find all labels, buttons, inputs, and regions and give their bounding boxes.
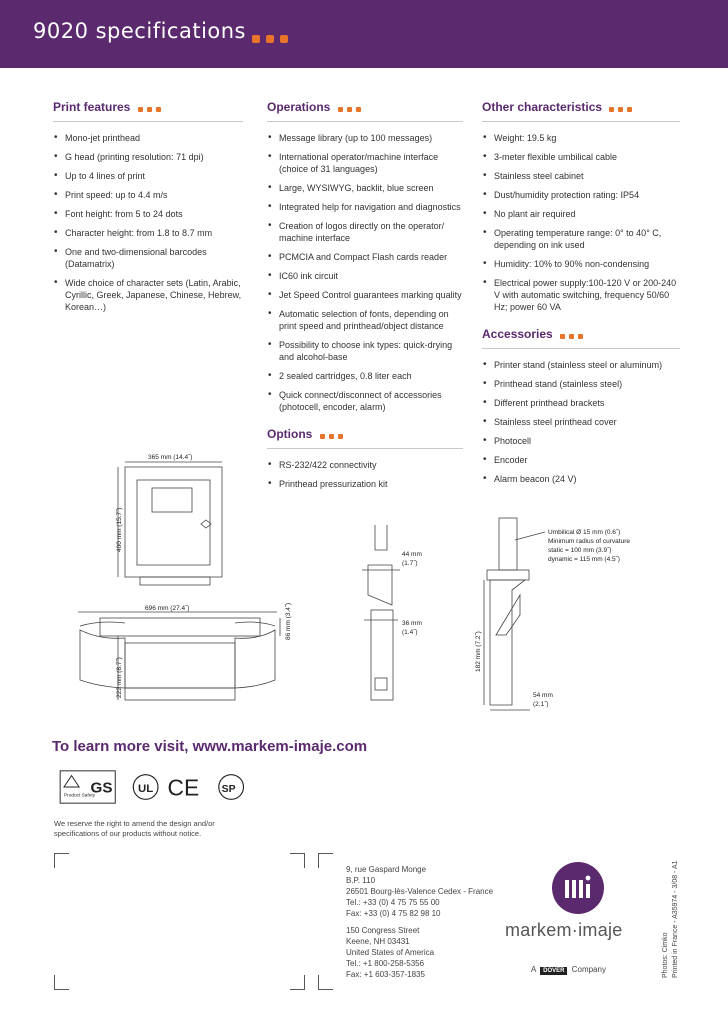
website-link[interactable]: To learn more visit, www.markem-imaje.com bbox=[52, 738, 368, 755]
address-line: Fax: +33 (0) 4 75 82 98 10 bbox=[346, 909, 441, 918]
list-item: • Font height: from 5 to 24 dots bbox=[53, 208, 243, 220]
other-characteristics-title: Other characteristics bbox=[482, 100, 680, 122]
svg-text:UL: UL bbox=[138, 782, 154, 795]
dim-width: 365 mm (14.4˝) bbox=[148, 454, 193, 461]
brand-wordmark: markem·imaje bbox=[505, 920, 623, 940]
list-item: • Print speed: up to 4.4 m/s bbox=[53, 189, 243, 201]
list-item: • Quick connect/disconnect of accessories (photocell, encoder, alarm) bbox=[267, 389, 463, 413]
operations-section bbox=[267, 100, 463, 497]
dim-head-depth-in: (2.1˝) bbox=[533, 701, 549, 708]
address-line: 26501 Bourg-lès-Valence Cedex - France bbox=[346, 887, 494, 896]
umbilical-note-2: Minimum radius of curvature bbox=[548, 538, 630, 545]
list-item: • RS-232/422 connectivity bbox=[267, 459, 463, 471]
crop-mark-bl bbox=[54, 975, 69, 990]
technical-drawings bbox=[0, 440, 728, 730]
list-item: • Integrated help for navigation and diagnostics bbox=[267, 201, 463, 213]
list-item: • PCMCIA and Compact Flash cards reader bbox=[267, 251, 463, 263]
address-line: United States of America bbox=[346, 948, 435, 957]
other-characteristics-list bbox=[482, 132, 680, 313]
dim-head-width-in: (1.7˝) bbox=[402, 560, 418, 567]
certification-logos bbox=[52, 768, 302, 806]
list-item: • Stainless steel printhead cover bbox=[482, 416, 680, 428]
legal-notice: We reserve the right to amend the design and/or specifications of our products without notice. bbox=[54, 819, 215, 838]
umbilical-note-3: static = 100 mm (3.9˝) bbox=[548, 547, 612, 554]
dim-height: 400 mm (15.7˝) bbox=[116, 507, 123, 552]
page-title: 9020 specifications bbox=[33, 19, 246, 43]
markem-imaje-logo-icon bbox=[552, 862, 604, 914]
list-item: • G head (printing resolution: 71 dpi) bbox=[53, 151, 243, 163]
dim-head-depth: 54 mm bbox=[533, 692, 553, 699]
cabinet-side-drawing bbox=[80, 630, 275, 700]
list-item: • Printer stand (stainless steel or aluminum) bbox=[482, 359, 680, 371]
address-line: Tel.: +1 800-258-5356 bbox=[346, 959, 425, 968]
options-title: Options bbox=[267, 427, 463, 449]
list-item: • Printhead pressurization kit bbox=[267, 478, 463, 490]
address-line: Keene, NH 03431 bbox=[346, 937, 410, 946]
dover-company-line: A DOVER Company bbox=[531, 965, 606, 974]
print-info: Printed in France - A35974 - 3/08 - A1 bbox=[672, 860, 679, 978]
list-item: • Up to 4 lines of print bbox=[53, 170, 243, 182]
ce-icon bbox=[168, 775, 200, 801]
csa-icon bbox=[219, 775, 244, 800]
address-line: 9, rue Gaspard Monge bbox=[346, 865, 427, 874]
dim-top-width: 696 mm (27.4˝) bbox=[145, 605, 190, 612]
umbilical-note-4: dynamic = 115 mm (4.5˝) bbox=[548, 556, 620, 563]
other-characteristics-section bbox=[482, 100, 680, 492]
address-usa bbox=[346, 925, 434, 980]
cabinet-front-drawing bbox=[118, 462, 222, 585]
list-item: • Possibility to choose ink types: quick-drying and alcohol-base bbox=[267, 339, 463, 363]
list-item: • Alarm beacon (24 V) bbox=[482, 473, 680, 485]
print-features-list bbox=[53, 132, 243, 313]
list-item: • Mono-jet printhead bbox=[53, 132, 243, 144]
address-line: Tel.: +33 (0) 4 75 75 55 00 bbox=[346, 898, 440, 907]
divider-mark-bottom bbox=[318, 975, 333, 990]
list-item: • Encoder bbox=[482, 454, 680, 466]
print-features-section bbox=[53, 100, 243, 320]
crop-mark-br bbox=[290, 975, 305, 990]
address-line: Fax: +1 603-357-1835 bbox=[346, 970, 425, 979]
list-item: • IC60 ink circuit bbox=[267, 270, 463, 282]
ul-icon bbox=[133, 775, 158, 800]
crop-mark-tl bbox=[54, 853, 69, 868]
photo-credits: Photos: Cimko bbox=[662, 932, 669, 978]
dim-top-depth: 86 mm (3.4˝) bbox=[285, 602, 292, 640]
dim-head-inner-in: (1.4˝) bbox=[402, 629, 418, 636]
list-item: • Large, WYSIWYG, backlit, blue screen bbox=[267, 182, 463, 194]
dim-head-width: 44 mm bbox=[402, 551, 422, 558]
cabinet-top-drawing bbox=[78, 612, 280, 636]
crop-mark-tr bbox=[290, 853, 305, 868]
list-item: • Character height: from 1.8 to 8.7 mm bbox=[53, 227, 243, 239]
header-dots-icon bbox=[246, 30, 288, 48]
list-item: • Jet Speed Control guarantees marking quality bbox=[267, 289, 463, 301]
svg-text:SP: SP bbox=[221, 783, 236, 795]
operations-title: Operations bbox=[267, 100, 463, 122]
list-item: • Weight: 19.5 kg bbox=[482, 132, 680, 144]
list-item: • Message library (up to 100 messages) bbox=[267, 132, 463, 144]
svg-text:CE: CE bbox=[167, 774, 200, 801]
address-line: 150 Congress Street bbox=[346, 926, 420, 935]
dim-head-height: 182 mm (7.2˝) bbox=[475, 631, 482, 672]
list-item: • 3-meter flexible umbilical cable bbox=[482, 151, 680, 163]
svg-text:Product Safety: Product Safety bbox=[63, 793, 96, 799]
list-item: • Stainless steel cabinet bbox=[482, 170, 680, 182]
divider-mark-top bbox=[318, 853, 333, 868]
list-item: • Operating temperature range: 0° to 40° C, depending on ink used bbox=[482, 227, 680, 251]
printhead-front-drawing bbox=[362, 525, 400, 700]
list-item: • International operator/machine interface (choice of 31 languages) bbox=[267, 151, 463, 175]
list-item: • Wide choice of character sets (Latin, Arabic, Cyrillic, Greek, Japanese, Chinese, Hebrew, Korean…) bbox=[53, 277, 243, 313]
dim-depth: 222 mm (8.7˝) bbox=[116, 657, 123, 698]
address-france bbox=[346, 864, 493, 919]
list-item: • 2 sealed cartridges, 0.8 liter each bbox=[267, 370, 463, 382]
header-bar bbox=[0, 0, 728, 68]
list-item: • Automatic selection of fonts, depending on print speed and printhead/object distance bbox=[267, 308, 463, 332]
list-item: • Creation of logos directly on the operator/ machine interface bbox=[267, 220, 463, 244]
svg-text:GS: GS bbox=[90, 779, 113, 797]
list-item: • Different printhead brackets bbox=[482, 397, 680, 409]
list-item: • Printhead stand (stainless steel) bbox=[482, 378, 680, 390]
list-item: • One and two-dimensional barcodes (Datamatrix) bbox=[53, 246, 243, 270]
dim-head-inner: 36 mm bbox=[402, 620, 422, 627]
list-item: • Humidity: 10% to 90% non-condensing bbox=[482, 258, 680, 270]
accessories-title: Accessories bbox=[482, 327, 680, 349]
print-features-title: Print features bbox=[53, 100, 243, 122]
printhead-side-drawing bbox=[484, 518, 545, 710]
tuv-gs-icon bbox=[60, 771, 115, 803]
list-item: • No plant air required bbox=[482, 208, 680, 220]
operations-list bbox=[267, 132, 463, 413]
list-item: • Dust/humidity protection rating: IP54 bbox=[482, 189, 680, 201]
address-line: B.P. 110 bbox=[346, 876, 376, 885]
list-item: • Electrical power supply:100-120 V or 200-240 V with automatic switching, frequency 50/60 Hz; power 60 VA bbox=[482, 277, 680, 313]
dover-logo: DOVER bbox=[540, 967, 567, 975]
umbilical-note-1: Umbilical Ø 15 mm (0.6˝) bbox=[548, 529, 621, 536]
list-item: • Photocell bbox=[482, 435, 680, 447]
